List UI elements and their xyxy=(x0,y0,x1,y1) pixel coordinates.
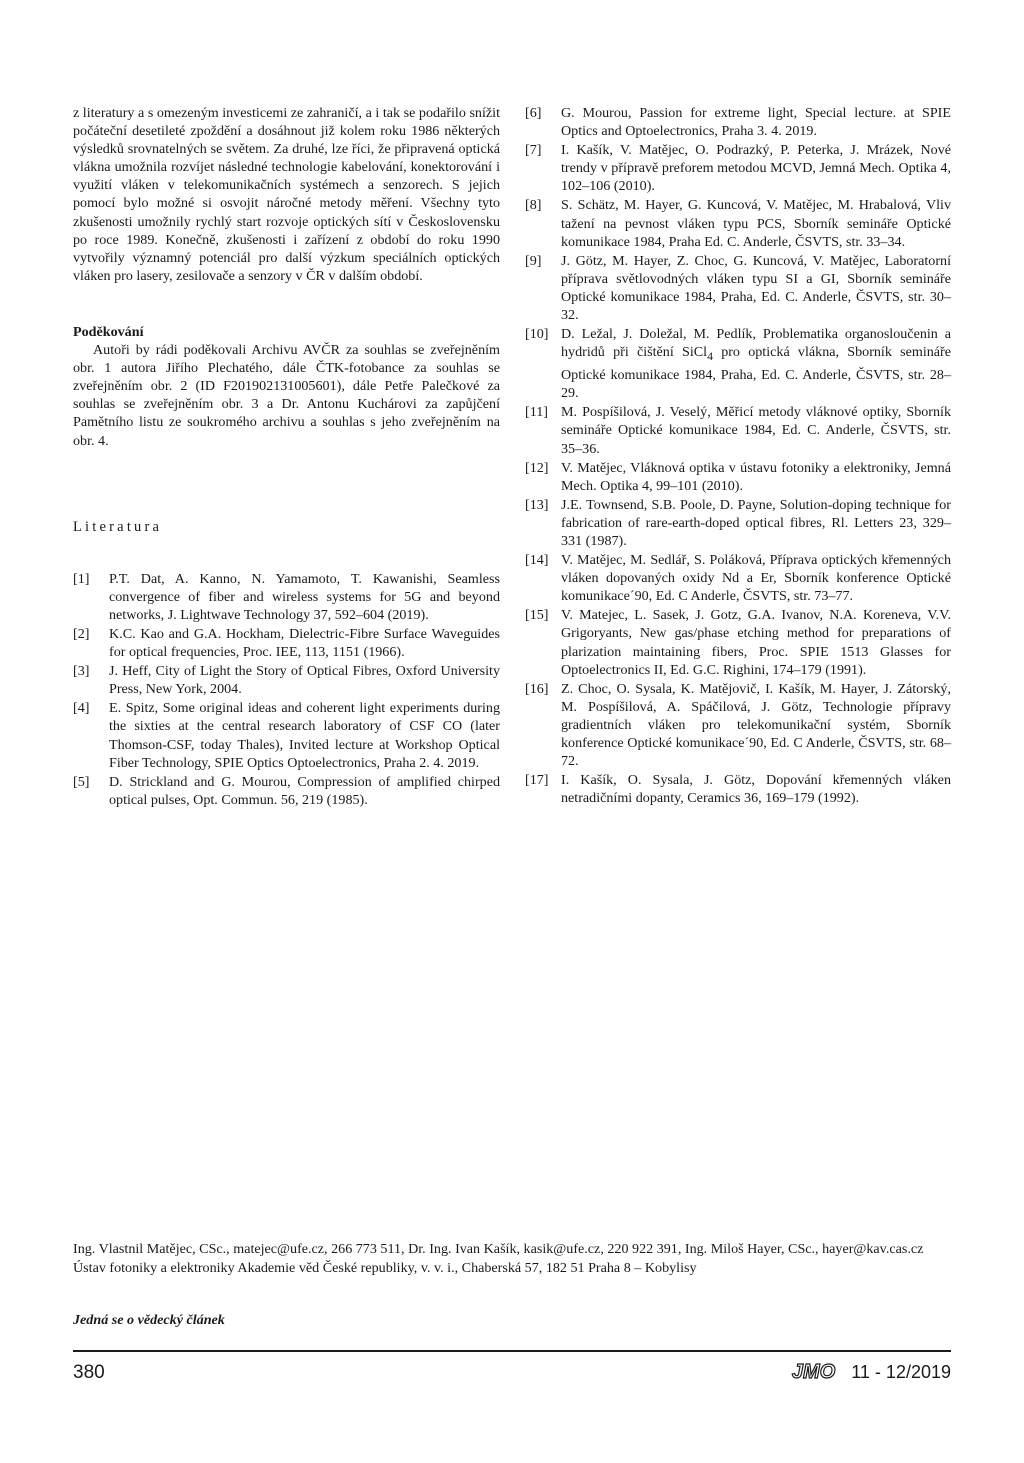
reference-text xyxy=(561,325,951,402)
reference-text: G. Mourou, Passion for extreme light, Special lecture. at SPIE Optics and Optoelectronics, Praha 3. 4. 2019. xyxy=(561,105,951,140)
reference-item xyxy=(73,570,500,624)
reference-number: [7] xyxy=(525,142,542,159)
reference-text: J. Götz, M. Hayer, Z. Choc, G. Kuncová, V. Matějec, Laboratorní příprava světlovodných vláken typu SI a GI, Sborník semináře Optické komunikace 1984, Praha, Ed. C. Anderle, ČSVTS, str. 30–32. xyxy=(561,252,951,324)
author-affiliation xyxy=(73,1240,953,1277)
reference-item xyxy=(525,403,951,457)
reference-text: P.T. Dat, A. Kanno, N. Yamamoto, T. Kawanishi, Seamless convergence of fiber and wireless systems for 5G and beyond networks, J. Lightwave Technology 37, 592–604 (2019). xyxy=(109,570,500,623)
reference-item xyxy=(525,680,951,770)
reference-number: [16] xyxy=(525,680,549,697)
reference-text: S. Schätz, M. Hayer, G. Kuncová, V. Matějec, M. Hrabalová, Vliv tažení na pevnost vláken typu PCS, Sborník semináře Optické komunikace 1984, Praha Ed. C. Anderle, ČSVTS, str. 33–34. xyxy=(561,197,951,250)
reference-number: [11] xyxy=(525,404,548,421)
reference-text: I. Kašík, O. Sysala, J. Götz, Dopování křemenných vláken netradičními dopanty, Ceramics 36, 169–179 (1992). xyxy=(561,772,951,807)
reference-list-left xyxy=(73,570,500,809)
reference-item xyxy=(525,459,951,495)
left-column xyxy=(73,104,500,810)
journal-logo: JMO xyxy=(791,1361,836,1383)
reference-item xyxy=(525,606,951,678)
reference-text: Z. Choc, O. Sysala, K. Matějovič, I. Kašík, M. Hayer, J. Zátorský, M. Pospíšilová, A. Spáčilová, J. Götz, Technologie přípravy gradientních vláken pro telekomunikační systém, Sborník konference Optické komunikace´90, Ed. C Anderle, ČSVTS, str. 68–72. xyxy=(561,680,951,770)
reference-item xyxy=(525,104,951,140)
reference-text: E. Spitz, Some original ideas and coherent light experiments during the sixties at the central research laboratory of CSF CO (later Thomson-CSF, today Thales), Invited lecture at Workshop Optical Fiber Technology, SPIE Optics Optoelectronics, Praha 2. 4. 2019. xyxy=(109,700,500,771)
right-column xyxy=(525,104,951,808)
acknowledgement-text: Autoři by rádi poděkovali Archivu AVČR za souhlas se zveřejněním obr. 1 autora Jiřího Plechatého, dále ČTK-fotobance za souhlas se zveřejněním obr. 2 (ID F201902131005601), dále Petře Palečkové za souhlas se zveřejněním obr. 3 a Dr. Antonu Kuchárovi za zapůjčení Pamětního listu ze soukromého archivu a souhlas s jeho zveřejněním na obr. 4. xyxy=(73,342,500,449)
reference-item xyxy=(525,551,951,605)
reference-text: J.E. Townsend, S.B. Poole, D. Payne, Solution-doping technique for fabrication of rare-earth-doped optical fibres, Rl. Letters 23, 329–331 (1987). xyxy=(561,496,951,549)
reference-number: [6] xyxy=(525,105,542,121)
reference-text-before: D. Ležal, J. Doležal, M. Pedlík, Problematika organosloučenin a hydridů při čištění SiCl xyxy=(561,326,951,361)
reference-item xyxy=(525,496,951,550)
reference-number: [5] xyxy=(73,773,90,790)
acknowledgement-heading: Poděkování xyxy=(73,323,144,340)
reference-text: J. Heff, City of Light the Story of Optical Fibres, Oxford University Press, New York, 2004. xyxy=(109,663,500,698)
body-paragraph: z literatury a s omezeným investicemi ze zahraničí, a i tak se podařilo snížit počáteční desetileté zpoždění a dosáhnout již kolem roku 1986 některých výsledků srovnatelných se světem. Za druhé, lze říci, že připravená optická vlákna umožnila rozvíjet následné technologie kabelování, konektorování i využití vláken v telekomunikačních systémech a senzorech. S jejich pomocí bylo možné si osvojit náročné metody měření. Všechny tyto zkušenosti umožnily rychlý start rozvoje optických sítí v Československu po roce 1989. Konečně, zkušenosti i zařízení z období do roku 1990 vytvořily významný potenciál pro další výzkum speciálních optických vláken pro lasery, zesilovače a senzory v ČR v dalším období. xyxy=(73,105,500,284)
journal-info xyxy=(792,1361,951,1384)
article-type-note: Jedná se o vědecký článek xyxy=(73,1312,225,1328)
reference-text: D. Strickland and G. Mourou, Compression of amplified chirped optical pulses, Opt. Commun. 56, 219 (1985). xyxy=(109,773,500,808)
footer-divider xyxy=(73,1350,951,1352)
reference-item xyxy=(525,771,951,807)
literature-heading: Literatura xyxy=(73,518,163,535)
reference-item xyxy=(73,773,500,809)
reference-text: I. Kašík, V. Matějec, O. Podrazký, P. Peterka, J. Mrázek, Nové trendy v přípravě preforem metodou MCVD, Jemná Mech. Optika 4, 102–106 (2010). xyxy=(561,142,951,195)
reference-text-after: pro optická vlákna, Sborník semináře Optické komunikace 1984, Praha, Ed. C. Anderle, ČSVTS, str. 28–29. xyxy=(561,344,951,402)
reference-number: [9] xyxy=(525,252,542,269)
reference-item xyxy=(525,141,951,195)
reference-number: [10] xyxy=(525,326,549,343)
reference-number: [1] xyxy=(73,570,90,587)
institute-address: Ústav fotoniky a elektroniky Akademie věd České republiky, v. v. i., Chaberská 57, 182 51 Praha 8 – Kobylisy xyxy=(73,1259,697,1276)
reference-number: [3] xyxy=(73,663,90,680)
subscript: 4 xyxy=(707,350,713,364)
reference-text: V. Matějec, M. Sedlář, S. Poláková, Příprava optických křemenných vláken dopovaných oxidy Nd a Er, Sborník konference Optické komunikace´90, Ed. C Anderle, ČSVTS, str. 73–77. xyxy=(561,552,951,605)
reference-number: [14] xyxy=(525,552,549,569)
reference-number: [8] xyxy=(525,197,542,214)
reference-item xyxy=(73,699,500,771)
reference-number: [13] xyxy=(525,496,549,513)
reference-text: K.C. Kao and G.A. Hockham, Dielectric-Fibre Surface Waveguides for optical frequencies, Proc. IEE, 113, 1151 (1966). xyxy=(109,625,500,661)
reference-text: M. Pospíšilová, J. Veselý, Měřicí metody vláknové optiky, Sborník semináře Optické komunikace 1984, Ed. C. Anderle, ČSVTS, str. 35–36. xyxy=(561,404,951,457)
reference-number: [4] xyxy=(73,700,90,717)
reference-item xyxy=(73,662,500,698)
author-contacts: Ing. Vlastnil Matějec, CSc., matejec@ufe.cz, 266 773 511, Dr. Ing. Ivan Kašík, kasik@ufe.cz, 220 922 391, Ing. Miloš Hayer, CSc., hayer@kav.cas.cz xyxy=(73,1241,924,1257)
reference-number: [15] xyxy=(525,607,549,624)
page-number: 380 xyxy=(73,1362,105,1383)
reference-item xyxy=(525,252,951,324)
reference-number: [2] xyxy=(73,625,90,642)
reference-number: [17] xyxy=(525,772,549,789)
reference-item xyxy=(525,196,951,250)
reference-item xyxy=(525,325,951,402)
reference-item xyxy=(73,625,500,661)
reference-text: V. Matejec, L. Sasek, J. Gotz, G.A. Ivanov, N.A. Koreneva, V.V. Grigoryants, New gas/phase etching method for preparations of plarization maintaining fibers, Proc. SPIE 1513 Glasses for Optoelectronics II, Ed. G.C. Righini, 174–179 (1991). xyxy=(561,607,951,678)
reference-number: [12] xyxy=(525,459,549,476)
reference-text: V. Matějec, Vláknová optika v ústavu fotoniky a elektroniky, Jemná Mech. Optika 4, 99–101 (2010). xyxy=(561,459,951,494)
issue-number: 11 - 12/2019 xyxy=(851,1362,951,1382)
